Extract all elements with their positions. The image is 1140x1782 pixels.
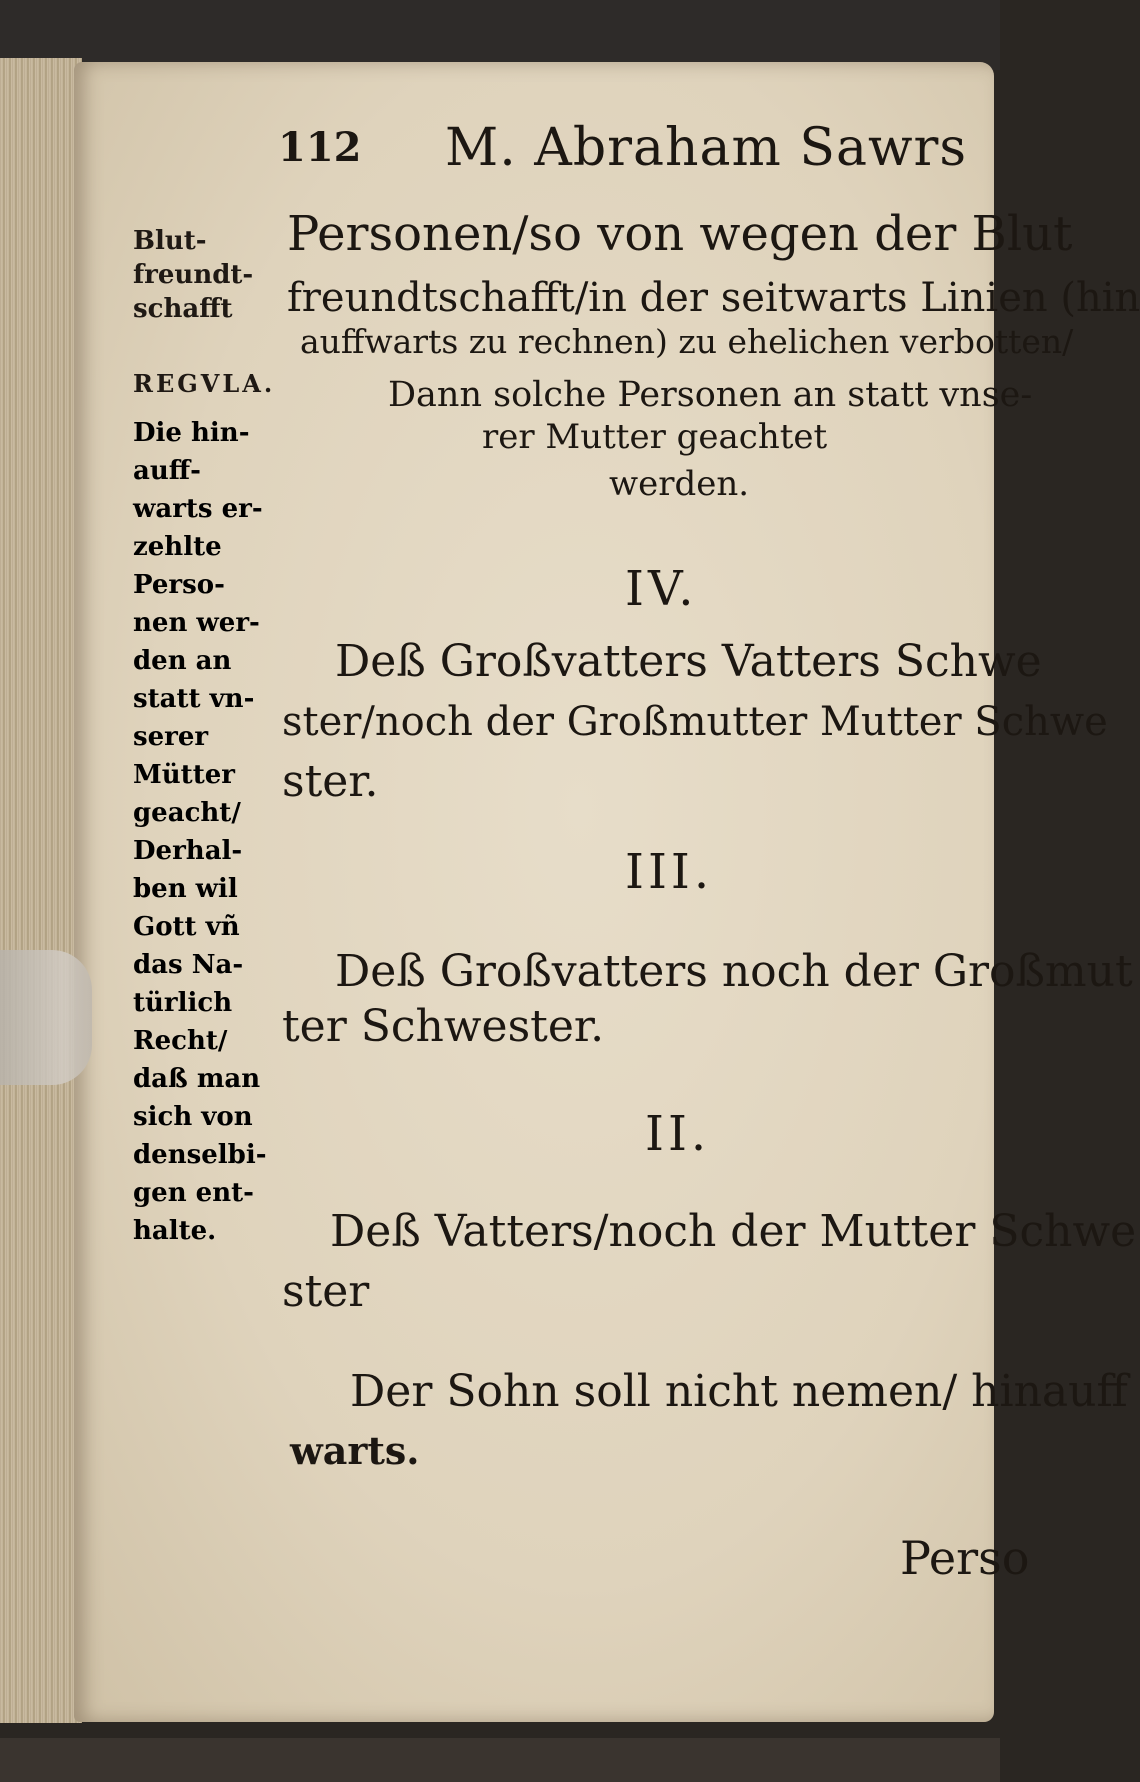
- closing-line-2: warts.: [290, 1428, 420, 1473]
- section-iv-line-3: ster.: [282, 756, 379, 807]
- section-ii-line-1: Deß Vatters/noch der Mutter Schwe: [330, 1206, 1137, 1257]
- book-page-edges: [0, 58, 82, 1723]
- side-note-line: statt vn-: [133, 684, 255, 714]
- page-clip: [0, 950, 92, 1085]
- side-note-line: halte.: [133, 1216, 217, 1246]
- side-note-line: serer: [133, 722, 209, 752]
- body-intro-line-1: Personen/so von wegen der Blut: [287, 206, 1073, 262]
- side-note-line: nen wer-: [133, 608, 260, 638]
- body-intro-line-3: auffwarts zu rechnen) zu ehelichen verbotten/: [300, 322, 1074, 361]
- section-iii-line-1: Deß Großvatters noch der Großmut: [335, 946, 1133, 997]
- page-number: 112: [278, 124, 362, 171]
- side-note-line: daß man: [133, 1064, 261, 1094]
- section-numeral-iii: III.: [625, 844, 714, 900]
- side-note-line: zehlte: [133, 532, 222, 562]
- side-note-line: denselbi-: [133, 1140, 267, 1170]
- side-note-line: Die hin-: [133, 418, 250, 448]
- section-ii-line-2: ster: [282, 1266, 370, 1317]
- side-note-line: gen ent-: [133, 1178, 254, 1208]
- catchword: Perso: [900, 1531, 1030, 1585]
- side-note-line: Gott vñ: [133, 912, 240, 942]
- side-note-line: Mütter: [133, 760, 235, 790]
- side-note-line: Derhal-: [133, 836, 243, 866]
- scan-background-top: [0, 0, 1000, 70]
- side-note-line: Recht/: [133, 1026, 228, 1056]
- side-note-line: den an: [133, 646, 232, 676]
- section-numeral-iv: IV.: [625, 561, 698, 617]
- side-note-line: auff-: [133, 456, 201, 486]
- side-note-line: geacht/: [133, 798, 241, 828]
- running-title: M. Abraham Sawrs: [445, 118, 968, 178]
- side-note-line: Perso-: [133, 570, 225, 600]
- body-intro-line-2: freundtschafft/in der seitwarts Linien (hin: [287, 275, 1140, 321]
- body-intro-line-6: werden.: [609, 464, 750, 504]
- side-note-regula: REGVLA.: [133, 369, 276, 398]
- side-note-rule: [133, 418, 267, 1254]
- closing-line-1: Der Sohn soll nicht nemen/ hinauff: [350, 1366, 1128, 1417]
- section-iv-line-2: ster/noch der Großmutter Mutter Schwe: [282, 699, 1108, 745]
- body-intro-line-5: rer Mutter geachtet: [482, 417, 828, 457]
- body-intro-line-4: Dann solche Personen an statt vnse-: [388, 375, 1033, 415]
- section-numeral-ii: II.: [645, 1106, 711, 1162]
- scan-background-bottom: [0, 1738, 1000, 1782]
- side-note-line: warts er-: [133, 494, 263, 524]
- side-note-line: türlich: [133, 988, 233, 1018]
- side-note-topic-1: Blut-: [133, 226, 207, 256]
- side-note-line: sich von: [133, 1102, 253, 1132]
- side-note-line: ben wil: [133, 874, 238, 904]
- section-iii-line-2: ter Schwester.: [282, 1001, 605, 1052]
- side-note-line: das Na-: [133, 950, 244, 980]
- side-note-topic-2: freundt-: [133, 260, 254, 290]
- side-note-topic-3: schafft: [133, 294, 233, 324]
- section-iv-line-1: Deß Großvatters Vatters Schwe: [335, 636, 1042, 687]
